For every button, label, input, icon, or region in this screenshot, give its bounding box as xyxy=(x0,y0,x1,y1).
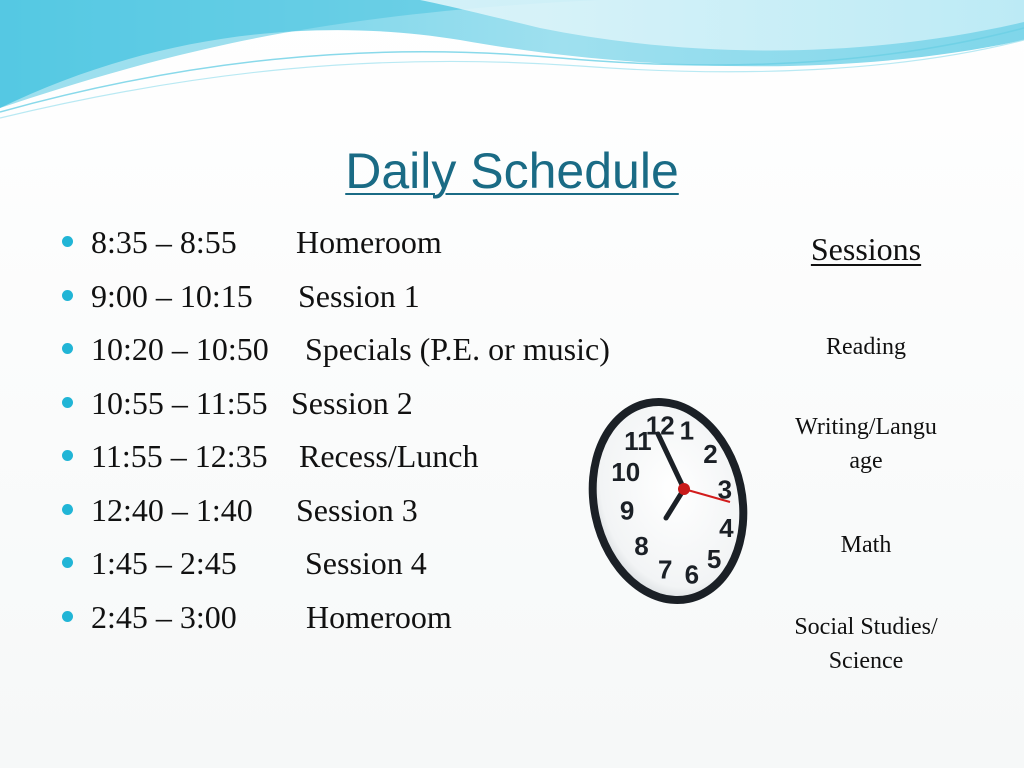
session-writing xyxy=(760,410,972,528)
clock-numeral: 9 xyxy=(619,495,635,526)
page-title: Daily Schedule xyxy=(345,143,679,199)
schedule-activity: Homeroom xyxy=(306,598,452,635)
schedule-activity: Session 3 xyxy=(296,491,418,528)
session-social-line2: Science xyxy=(828,648,904,674)
schedule-item xyxy=(62,543,610,597)
bullet-icon xyxy=(62,343,73,354)
clock-numeral: 4 xyxy=(719,513,734,544)
clock-numeral: 11 xyxy=(624,425,652,456)
bullet-icon xyxy=(62,236,73,247)
session-reading xyxy=(760,330,972,410)
schedule-item xyxy=(62,597,610,651)
session-writing-line1: Writing/Langu xyxy=(795,414,937,440)
schedule-item xyxy=(62,436,610,490)
schedule-time: 9:00 – 10:15 xyxy=(91,277,253,314)
schedule-list xyxy=(62,222,610,650)
schedule-time: 10:55 – 11:55 xyxy=(91,384,268,421)
bullet-icon xyxy=(62,504,73,515)
schedule-item xyxy=(62,383,610,437)
clock-numeral: 6 xyxy=(684,559,700,590)
bullet-icon xyxy=(62,290,73,301)
session-social-line1: Social Studies/ xyxy=(794,614,938,640)
schedule-activity: Session 2 xyxy=(291,384,413,421)
bullet-icon xyxy=(62,397,73,408)
schedule-activity: Specials (P.E. or music) xyxy=(305,331,610,367)
schedule-time: 10:20 – 10:50 xyxy=(91,331,269,367)
session-math-label: Math xyxy=(840,532,892,558)
session-social-studies xyxy=(760,610,972,678)
schedule-item xyxy=(62,490,610,544)
clock-numeral: 2 xyxy=(703,438,718,469)
session-math xyxy=(760,528,972,610)
bullet-icon xyxy=(62,557,73,568)
session-writing-line2: age xyxy=(849,448,883,474)
schedule-time: 12:40 – 1:40 xyxy=(91,491,253,528)
schedule-time: 11:55 – 12:35 xyxy=(91,438,268,474)
schedule-item xyxy=(62,276,610,330)
schedule-activity: Session 4 xyxy=(305,545,427,581)
clock-numeral: 1 xyxy=(679,415,695,446)
schedule-time: 1:45 – 2:45 xyxy=(91,545,237,581)
clock-numeral: 7 xyxy=(657,554,673,585)
schedule-time: 8:35 – 8:55 xyxy=(91,224,237,260)
clock-numeral: 10 xyxy=(611,456,641,487)
schedule-activity: Session 1 xyxy=(298,277,420,314)
session-reading-label: Reading xyxy=(826,334,906,360)
clock-numeral: 5 xyxy=(706,544,722,575)
clock-numeral: 3 xyxy=(717,474,733,505)
header-wave-decoration xyxy=(0,0,1024,130)
sessions-heading: Sessions xyxy=(810,231,922,267)
sessions-panel xyxy=(760,228,972,678)
schedule-item xyxy=(62,329,610,383)
schedule-activity: Recess/Lunch xyxy=(299,438,479,474)
schedule-time: 2:45 – 3:00 xyxy=(91,598,237,635)
schedule-item xyxy=(62,222,610,276)
schedule-activity: Homeroom xyxy=(296,224,442,260)
bullet-icon xyxy=(62,450,73,461)
bullet-icon xyxy=(62,611,73,622)
clock-numeral: 12 xyxy=(645,410,675,441)
clock-numeral: 8 xyxy=(634,531,649,562)
wall-clock-icon xyxy=(580,392,750,606)
